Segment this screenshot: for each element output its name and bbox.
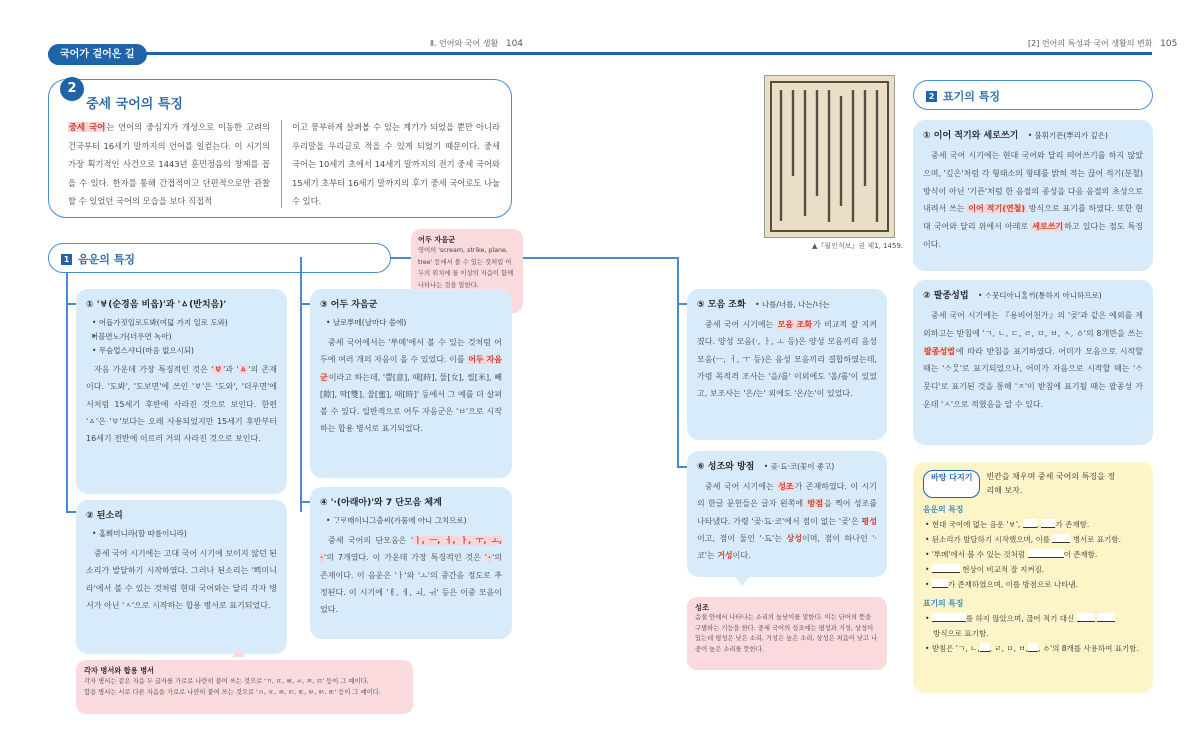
card-title: ② 된소리	[86, 511, 123, 521]
review-box	[913, 462, 1153, 693]
column-divider	[281, 120, 282, 208]
review-item: • 가 존재하였으며, 이를 방점으로 나타냄.	[923, 577, 1143, 592]
section-2-bar	[913, 80, 1153, 110]
connector	[300, 257, 302, 512]
chapter-chip: 국어가 걸어온 길	[48, 44, 147, 65]
note-body: 음절 안에서 나타나는 소리의 높낮이를 말한다. 이는 단어의 뜻을 구별하는 기능을 한다. 중세 국어의 성조에는 평성과 거성, 상성이 있는데 평성은 낮은 소리, 거성은 높은 소리, 상성은 처음이 낮고 나중이 높은 소리를 뜻한다.	[695, 614, 878, 653]
section-1-number: 1	[61, 254, 72, 265]
card-title: ④ '·(아래아)'와 7 단모음 체계	[320, 498, 442, 508]
card-araea	[310, 487, 512, 639]
note-title: 어두 자음군	[418, 235, 456, 244]
card-sun-gyeongeum	[76, 289, 287, 494]
intro-col-2: 이고 풍부하게 살펴볼 수 있는 계기가 되었을 뿐만 아니라 우리말을 우리글로 적을 수 있게 되었기 때문이다. 중세 국어는 10세기 초에서 14세기 말까지의 전기 중세 국어와 15세기 초부터 16세기 말까지의 후기 중세 국어로도 나눌 수 있다.	[292, 122, 500, 207]
review-subheading: 표기의 특징	[923, 599, 964, 608]
connector	[66, 272, 68, 512]
section-1-bar	[48, 243, 391, 273]
pointer	[735, 577, 749, 586]
example: • 더블면노가(더우면 녹아)	[86, 330, 277, 344]
manuscript-image	[764, 75, 895, 238]
card-body: 중세 국어의 단모음은 'ㅣ, ㅡ, ㅓ, ㅏ, ㅜ, ㅗ, ·'의 7개였다. 이 가운데 가장 특징적인 것은 '·'의 존재이다. 이 음운은 'ㅏ'와 'ㅗ'의 중간음 정도로 추정된다. 이 시기에 'ㅐ, ㅔ, ㅚ, ㅟ' 등은 이중 모음이었다.	[320, 536, 502, 615]
connector	[677, 257, 679, 467]
card-eodu-jaeum	[310, 289, 512, 478]
review-header	[923, 470, 1143, 498]
right-header: [2] 언어의 특성과 국어 생활의 변화 105	[1028, 39, 1178, 49]
note-body: 영어의 'scream, strike, plane, tree' 등에서 볼 수 있는 것처럼 어두의 위치에 둘 이상의 자음이 함께 나타나는 것을 말한다.	[418, 247, 514, 289]
card-body: 자음 가운데 가장 특징적인 것은 'ㅸ'과 'ㅿ'의 존재이다. '도봐', '도보면'에 쓰인 'ㅸ'은 '도와', '더우면'에서처럼 15세기 후반에 사라진 것으로 보인다. 한편 'ㅿ'은 'ㅸ'보다는 오래 사용되었지만 15세기 후반부터 16세기 전반에 이르러 거의 사라진 것으로 보인다.	[86, 365, 277, 444]
card-title: ① 이어 적기와 세로쓰기 • 불휘기픈(뿌리가 깊은)	[923, 131, 1108, 141]
connector	[66, 511, 76, 513]
card-title: ⑤ 모음 조화 • 나를/너를, 나는/너는	[697, 300, 830, 310]
note-seongjo	[687, 597, 887, 670]
blank-field[interactable]	[1041, 519, 1055, 528]
card-moeum-johwa	[687, 289, 887, 440]
review-button[interactable]: 바탕 다지기	[923, 470, 980, 498]
connector	[677, 303, 687, 305]
card-body: 중세 국어 시기에는 고대 국어 시기에 보이지 않던 된소리가 발달하기 시작하였다. 그러나 된소리는 'ᄢᅴ미니라'에서 볼 수 있는 것처럼 현대 국어와는 달리 각자 병서가 아닌 'ㅅ'으로 시작하는 합용 병서로 표기되었다.	[86, 549, 277, 610]
connector	[300, 303, 310, 305]
card-title: ① 'ㅸ(순경음 비읍)'과 'ㅿ(반치음)'	[86, 300, 227, 310]
review-item: • 현상이 비교적 잘 지켜짐.	[923, 562, 1143, 577]
example: • 날로ᄡᅮ메(날마다 씀에)	[320, 316, 502, 330]
note-title: 각자 병서와 합용 병서	[84, 666, 154, 675]
review-item: • 된소리가 발달하기 시작했으며, 이를 병서로 표기함.	[923, 532, 1143, 547]
left-header: Ⅱ. 언어와 국어 생활 104	[430, 39, 524, 49]
photo-caption: ▲『월인석보』권 제1, 1459.	[812, 242, 904, 250]
note-byeongseo	[76, 660, 413, 714]
section-number-badge: 2	[60, 77, 84, 101]
blank-field[interactable]	[1028, 643, 1038, 652]
review-item: • 받침은 'ㄱ, ㄴ, , ㄹ, ㅁ, ㅂ, , ㆁ'의 8개를 사용하여 표기함.	[923, 641, 1143, 656]
card-body: 중세 국어 시기에는 『용비어천가』의 '곶'과 같은 예외를 제외하고는 받침에 'ㄱ, ㄴ, ㄷ, ㄹ, ㅁ, ㅂ, ㅅ, ㆁ'의 8개만을 쓰는 팔종성법에 따라 받침을 표기하였다. 어미가 모음으로 시작할 때는 'ᄉᆞᄆᆞᆺ'로 표기되었으나, 어미가 자음으로 시작할 때는 'ᄉᆞ뭇디'로 표기된 것을 통해 'ㅈ'이 받침에 표기될 때는 팔종성 가운데 'ㅅ'으로 적혔음을 알 수 있다.	[923, 311, 1143, 409]
card-title: ③ 어두 자음군	[320, 300, 378, 310]
blank-field[interactable]	[932, 564, 960, 573]
blank-field[interactable]	[1077, 613, 1095, 622]
card-doensori	[76, 500, 287, 654]
blank-field[interactable]	[932, 579, 948, 588]
section-2-number: 2	[926, 91, 937, 102]
example: • 홈ᄢᅴ미니라(할 따름이니라)	[86, 527, 277, 541]
blank-field[interactable]	[1097, 613, 1115, 622]
review-item: • 현대 국어에 없는 음운 'ㅸ', , 가 존재함.	[923, 517, 1143, 532]
note-title: 성조	[695, 603, 709, 612]
section-2-title: 표기의 특징	[943, 90, 1000, 103]
blank-field[interactable]	[932, 613, 966, 622]
note-line: 합용 병서는 서로 다른 자음을 가로로 나란히 붙여 쓰는 것으로 'ㅺ, ㅼ, ㅽ, ㅲ, ㅳ, ㅄ, ㅶ, ㅷ' 등이 그 예이다.	[84, 689, 381, 696]
example: • ᄀᆞᄅᆞ매ᅌᅵ니그츨씨(가뭄에 아니 그치므로)	[320, 514, 502, 528]
card-body: 중세 국어 시기에는 성조가 존재하였다. 이 시기의 한글 문헌들은 글자 왼쪽에 방점을 찍어 성조를 나타냈다. 가령 '곶·됴·코'에서 점이 없는 '곶'은 평성이고, 점이 둘인 '·됴'는 상성이며, 점이 하나인 '·코'는 거성이다.	[697, 482, 877, 561]
review-item: • 를 하지 않았으며, 끊어 적기 대신 방식으로 표기함.	[923, 611, 1143, 641]
card-body: 중세 국어에서는 'ᄡᅮ메'에서 볼 수 있는 것처럼 어두에 여러 개의 자음이 올 수 있었다. 이를 어두 자음군이라고 하는데, '쁠[意], 때[時], 뚤[女], 씰[米], 빼[隙], 딱[雙], 쑬[蜜], 때[時]' 등에서 그 예를 더 살펴볼 수 있다. 일반적으로 어두 자음군은 'ㅂ'으로 시작하는 합용 병서로 표기되었다.	[320, 338, 502, 434]
section-1-title: 음운의 특징	[78, 253, 135, 266]
example: • 어듭가짓일로도봐(여덟 가지 일로 도와)	[86, 316, 277, 330]
review-subheading: 음운의 특징	[923, 505, 964, 514]
review-prompt: 빈칸을 채우며 중세 국어의 특징을 정리해 보자.	[986, 472, 1116, 495]
card-body: 중세 국어 시기에는 모음 조화가 비교적 잘 지켜졌다. 양성 모음(·, ㅏ, ㅗ 등)은 양성 모음끼리 음성 모음(ㅡ, ㅓ, ㅜ 등)은 음성 모음끼리 결합하였는데, 가령 목적격 조사는 '을/를' 이외에도 '올/롤'이 있었고, 보조사는 '은/는' 외에도 '온/논'이 있었다.	[697, 320, 878, 399]
card-title: ⑥ 성조와 방점 • 곶·됴·코(꽃이 좋고)	[697, 462, 835, 472]
card-body: 중세 국어 시기에는 현대 국어와 달리 띄어쓰기를 하지 않았으며, '깊은'처럼 각 형태소의 형태를 밝혀 적는 끊어 적기(분철) 방식이 아닌 '기픈'처럼 한 음절의 종성을 다음 음절의 초성으로 내려서 쓰는 이어 적기(연철) 방식으로 표기를 하였다. 또한 현대 국어와 달리 위에서 아래로 세로쓰기하고 있다는 점도 특징이다.	[923, 151, 1144, 249]
card-title: ② 팔종성법 • ᄉᆞ뭇디아니ᄒᆞᆯᄊᆡ(통하지 아니하므로)	[923, 291, 1102, 301]
page-title: 중세 국어의 특징	[86, 97, 183, 112]
card-paljongseong	[913, 280, 1153, 445]
connector	[66, 303, 76, 305]
blank-field[interactable]	[980, 643, 990, 652]
manuscript-illustration	[765, 76, 894, 237]
connector	[300, 501, 310, 503]
blank-field[interactable]	[1023, 519, 1037, 528]
pointer	[232, 648, 246, 657]
header-rule	[48, 52, 1152, 55]
note-line: 각자 병서는 같은 자음 두 글자를 가로로 나란히 붙여 쓰는 것으로 'ㄲ, ㄸ, ㅃ, ㅆ, ㅉ, ㆅ' 등이 그 예이다.	[84, 678, 369, 685]
card-ieo-jeokgi	[913, 120, 1153, 271]
intro-col-1: 중세 국어는 언어의 중심지가 개성으로 이동한 고려의 건국부터 16세기 말까지의 언어를 일컫는다. 이 시기의 가장 획기적인 사건으로 1443년 훈민정음의 창제를 꼽을 수 있다. 한자를 통해 간접적이고 단편적으로만 관찰할 수 있었던 국어의 모습을 보다 직접적	[68, 122, 270, 207]
blank-field[interactable]	[1028, 549, 1064, 558]
review-item: • 'ᄡᅮ메'에서 볼 수 있는 것처럼 이 존재함.	[923, 547, 1143, 562]
example: • 무슴업스샤디(마음 없으시되)	[86, 344, 277, 358]
card-seongjo	[687, 451, 887, 577]
blank-field[interactable]	[1052, 534, 1070, 543]
connector	[677, 466, 687, 468]
